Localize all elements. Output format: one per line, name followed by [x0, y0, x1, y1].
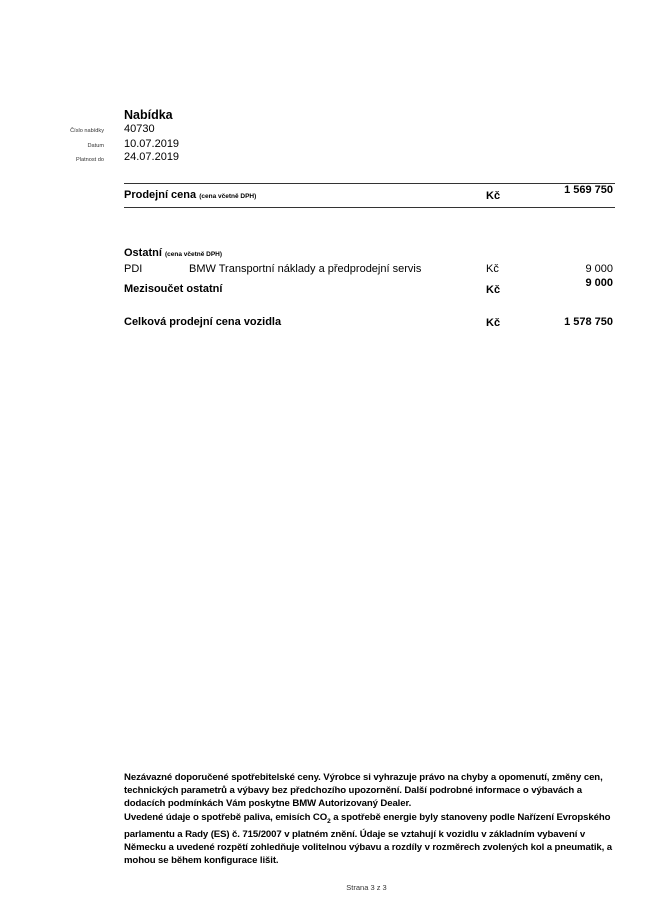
disclaimer-paragraph-1: Nezávazné doporučené spotřebitelské ceny. Výrobce si vyhrazuje právo na chyby a opomenutí, změny cen, technických parametrů a výbavy bez předchozího upozornění. Další podrobné informace o výbavách a dodacích podmínkách Vám poskytne BMW Autorizovaný Dealer. — [124, 772, 603, 810]
offer-number: 40730 — [124, 123, 155, 135]
offer-date: 10.07.2019 — [124, 138, 180, 150]
other-item-code: PDI — [124, 263, 143, 275]
offer-date-label: Datum — [87, 143, 104, 149]
other-subtotal-amount: 9 000 — [585, 277, 613, 289]
other-subtotal-currency: Kč — [486, 284, 501, 296]
other-item-amount: 9 000 — [585, 263, 613, 275]
offer-valid-label: Platnost do — [76, 157, 104, 163]
sale-price-amount: 1 569 750 — [564, 184, 613, 196]
divider-top — [124, 183, 615, 184]
disclaimer-paragraph-2 — [124, 811, 619, 868]
page-number: Strana 3 z 3 — [346, 883, 387, 892]
total-amount: 1 578 750 — [564, 316, 613, 328]
co2-subscript: 2 — [327, 817, 331, 825]
disclaimer-p2-end: a spotřebě energie byly stanoveny podle Nařízení Evropského parlamentu a Rady (ES) č. 715/2007 v platném znění. Údaje se vztahují k vozidlu v základním vybavení v Německu a uvedené rozpětí zohledňuje volitelnou výbavu a rozdíly v rozměrech zvolených kol a pneumatik, a mohou se během konfigurace lišit. — [124, 811, 612, 867]
other-note: (cena včetně DPH) — [164, 251, 223, 258]
other-item-description: BMW Transportní náklady a předprodejní servis — [189, 263, 422, 275]
sale-price-currency: Kč — [486, 190, 501, 202]
divider-bottom — [124, 207, 615, 208]
disclaimer — [124, 771, 619, 867]
sale-price-label: Prodejní cena — [124, 189, 197, 201]
other-label: Ostatní — [124, 247, 162, 259]
offer-number-label: Číslo nabídky — [70, 128, 104, 134]
offer-title: Nabídka — [124, 108, 173, 122]
total-currency: Kč — [486, 317, 501, 329]
disclaimer-p2-start: Uvedené údaje o spotřebě paliva, emisích CO — [124, 811, 328, 823]
total-label: Celková prodejní cena vozidla — [124, 316, 282, 328]
sale-price-note: (cena včetně DPH) — [199, 193, 257, 200]
sale-price-row — [124, 189, 256, 201]
other-heading — [124, 247, 222, 259]
offer-valid-until: 24.07.2019 — [124, 151, 180, 163]
other-item-currency: Kč — [486, 263, 499, 275]
other-subtotal-label: Mezisoučet ostatní — [124, 283, 223, 295]
